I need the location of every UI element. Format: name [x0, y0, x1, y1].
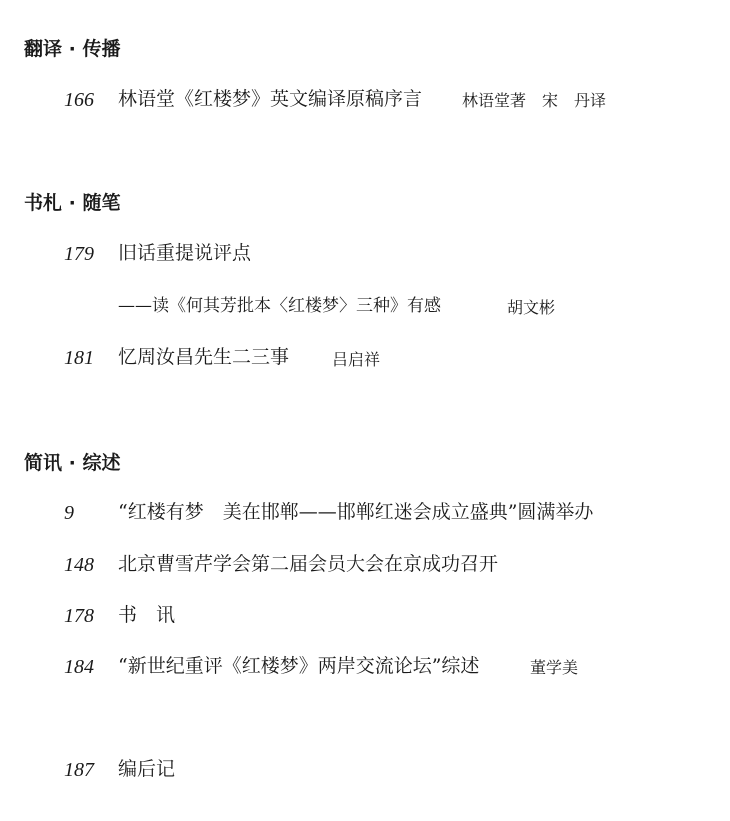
entry-title[interactable]: “新世纪重评《红楼梦》两岸交流论坛”综述: [118, 655, 480, 677]
entry-author: 林语堂著 宋 丹译: [462, 91, 607, 110]
entry-title[interactable]: 旧话重提说评点: [118, 242, 252, 264]
entry-page-number: 184: [64, 656, 94, 678]
entry-title[interactable]: 忆周汝昌先生二三事: [118, 346, 290, 368]
entry-author: 董学美: [530, 658, 579, 677]
entry-page-number: 166: [64, 89, 94, 111]
entry-page-number: 181: [64, 347, 94, 369]
section-heading-news: 简讯 · 综述: [24, 452, 121, 474]
section-heading-translation: 翻译 · 传播: [24, 38, 121, 60]
entry-title[interactable]: “红楼有梦 美在邯郸——邯郸红迷会成立盛典”圆满举办: [118, 501, 594, 523]
section-heading-letters: 书札 · 随笔: [24, 192, 121, 214]
entry-page-number: 179: [64, 243, 94, 265]
entry-title[interactable]: 林语堂《红楼梦》英文编译原稿序言: [118, 88, 423, 110]
entry-page-number: 187: [64, 759, 94, 781]
entry-author: 吕启祥: [332, 350, 381, 369]
entry-author: 胡文彬: [507, 298, 556, 317]
entry-page-number: 9: [64, 502, 74, 524]
entry-title[interactable]: 书 讯: [118, 604, 176, 626]
entry-subtitle: ——读《何其芳批本〈红楼梦〉三种》有感: [118, 296, 441, 316]
entry-page-number: 148: [64, 554, 94, 576]
entry-page-number: 178: [64, 605, 94, 627]
entry-title[interactable]: 编后记: [118, 758, 176, 780]
entry-title[interactable]: 北京曹雪芹学会第二届会员大会在京成功召开: [118, 553, 499, 575]
